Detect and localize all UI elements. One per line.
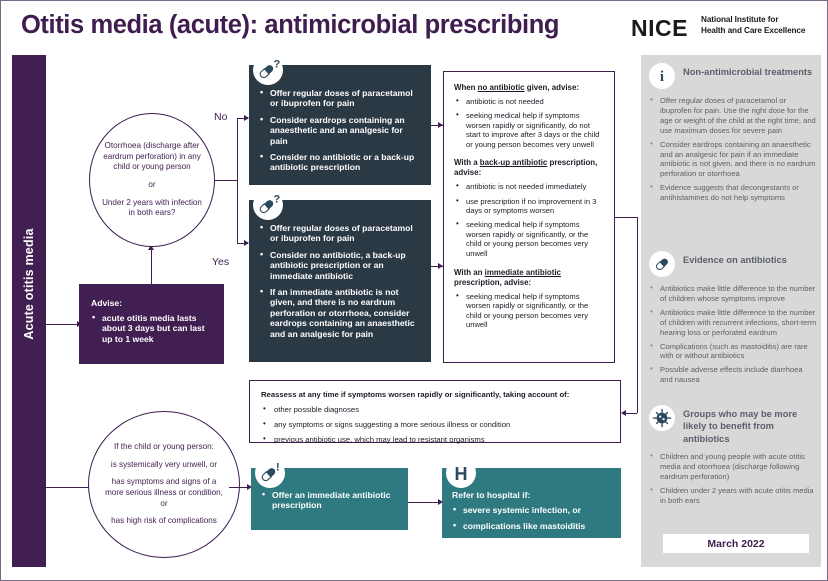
- sidebar-block-title: Non-antimicrobial treatments: [683, 67, 813, 77]
- reassess-box: [249, 380, 621, 443]
- list-item: • antibiotic is not needed: [454, 97, 605, 107]
- decision2-line4: has high risk of complications: [111, 516, 217, 526]
- branch-label-yes: Yes: [212, 256, 230, 268]
- advice-section-heading: [454, 158, 605, 178]
- sidebar-block-header: [649, 251, 817, 277]
- connector-decision1-stem: [215, 180, 237, 181]
- list-item: • If an immediate antibiotic is not given, and there is no eardrum perforation or otorrhoea, consider eardrops containing an anaesthetic and an analgesic for pain: [259, 287, 421, 339]
- no-path-list: [259, 88, 421, 173]
- sidebar-block-list: [649, 284, 817, 385]
- page-header: [1, 1, 827, 53]
- spine-label: Acute otitis media: [22, 228, 36, 340]
- list-item: • severe systemic infection, or: [452, 505, 611, 515]
- pill-icon: [649, 251, 675, 277]
- sidebar-block-header: [649, 405, 817, 445]
- svg-text:!: !: [276, 461, 280, 474]
- nice-sub-line2: Health and Care Excellence: [701, 25, 806, 35]
- list-item: • previous antibiotic use, which may lead to resistant organisms: [261, 435, 610, 445]
- connector-into-reassess: [626, 413, 637, 414]
- advice-section-list: [454, 97, 605, 149]
- yes-path-list: [259, 223, 421, 339]
- advice-heading-post: prescription, advise:: [454, 158, 598, 178]
- list-item: • seeking medical help if symptoms worsen rapidly or significantly, or the child or young person becomes very unwell: [454, 220, 605, 258]
- acute-otitis-media-spine: [12, 55, 46, 567]
- advise-heading: Advise:: [91, 298, 123, 308]
- advice-heading-pre: When: [454, 83, 478, 92]
- list-item: • Complications (such as mastoiditis) are rare with or without antibiotics: [649, 342, 817, 362]
- list-item: • complications like mastoiditis: [452, 521, 611, 531]
- no-path-box: [249, 65, 431, 185]
- sidebar-block-groups: [649, 405, 817, 510]
- svg-text:H: H: [454, 464, 468, 484]
- sidebar-block-evidence: [649, 251, 817, 389]
- page-title: Otitis media (acute): antimicrobial prescribing: [21, 11, 560, 39]
- list-item: • Consider no antibiotic, a back-up antibiotic prescription or an immediate antibiotic: [259, 250, 421, 281]
- list-item: • Consider eardrops containing an anaesthetic and an analgesic for pain: [259, 115, 421, 146]
- sidebar-block-title: Groups who may be more likely to benefit from antibiotics: [683, 409, 798, 444]
- yes-path-box: [249, 200, 431, 362]
- connector-advise-to-decision1: [151, 250, 152, 284]
- advice-section-list: [454, 292, 605, 330]
- decision1-line3: Under 2 years with infection in both ears?: [102, 197, 202, 218]
- advice-heading-pre: With an: [454, 267, 485, 277]
- info-icon: [649, 63, 675, 89]
- svg-text:?: ?: [273, 58, 281, 71]
- arrowhead: [621, 410, 626, 416]
- reassess-list: [261, 405, 610, 445]
- germ-icon: [649, 405, 675, 431]
- list-item: • seeking medical help if symptoms worsen rapidly or significantly, do not start to improve after 3 days or the child or young person becomes very unwell: [454, 111, 605, 149]
- list-item: • other possible diagnoses: [261, 405, 610, 415]
- list-item: • Evidence suggests that decongestants or antihistamines do not help symptoms: [649, 183, 817, 203]
- list-item: • Possible adverse effects include diarrhoea and nausea: [649, 365, 817, 385]
- sidebar-block-title: Evidence on antibiotics: [683, 255, 787, 265]
- connector-decision2-to-immediate: [229, 487, 249, 488]
- connector-decision1-split: [237, 118, 238, 243]
- pill-question-icon: [253, 190, 283, 220]
- sidebar-block-non-antimicrobial: [649, 63, 817, 207]
- list-item: • seeking medical help if symptoms worsen rapidly or significantly, or the child or young person becomes very unwell: [454, 292, 605, 330]
- advice-heading-underline: back-up antibiotic: [479, 158, 548, 168]
- list-item: • Offer an immediate antibiotic prescription: [261, 490, 398, 511]
- connector-immediate-to-hospital: [408, 502, 440, 503]
- connector-spine-to-advise: [46, 324, 78, 325]
- list-item: • Children under 2 years with acute otitis media in both ears: [649, 486, 817, 506]
- sidebar-panel: [641, 55, 821, 567]
- hospital-h-icon: [446, 458, 476, 488]
- list-item: • use prescription if no improvement in 3 days or symptoms worsen: [454, 197, 605, 216]
- svg-text:i: i: [659, 69, 665, 85]
- decision-severity-circle: [88, 411, 240, 558]
- advice-section-list: [454, 182, 605, 258]
- advice-heading-underline: immediate antibiotic: [484, 267, 561, 277]
- publication-date-badge: March 2022: [663, 534, 809, 553]
- decision2-line3: has symptoms and signs of a more serious illness or condition, or: [105, 477, 223, 508]
- list-item: • any symptoms or signs suggesting a more serious illness or condition: [261, 420, 610, 430]
- list-item: • Consider no antibiotic or a back-up antibiotic prescription: [259, 152, 421, 173]
- pill-question-icon: [253, 55, 283, 85]
- nice-logo: NICE: [631, 15, 688, 41]
- decision1-line2: or: [148, 180, 156, 189]
- list-item: • antibiotic is not needed immediately: [454, 182, 605, 192]
- connector-advice-down: [637, 217, 638, 413]
- advise-box: [79, 284, 224, 364]
- list-item: • Children and young people with acute otitis media and otorrhoea (discharge following eardrum perforation): [649, 452, 817, 482]
- advice-details-box: [443, 71, 615, 363]
- sidebar-block-list: [649, 452, 817, 506]
- list-item: • Consider eardrops containing an anaesthetic and an analgesic for pain if an immediate antibiotic is not given, and there is no eardrum perforation or otorrhoea: [649, 140, 817, 180]
- sidebar-block-header: [649, 63, 817, 89]
- decision2-line1: If the child or young person:: [114, 442, 214, 452]
- decision-otorrhoea-circle: [89, 113, 215, 247]
- decision2-line2: is systemically very unwell, or: [110, 459, 218, 469]
- list-item: • Offer regular doses of paracetamol or ibuprofen for pain: [259, 223, 421, 244]
- svg-text:?: ?: [273, 193, 281, 206]
- nice-sub-line1: National Institute for: [701, 15, 779, 24]
- advice-heading-underline: no antibiotic: [477, 83, 525, 92]
- list-item: • Antibiotics make little difference to the number of children with recurrent infections, short-term hearing loss or perforated eardrum: [649, 308, 817, 338]
- list-item: • Antibiotics make little difference to the number of children whose symptoms improve: [649, 284, 817, 304]
- connector-spine-to-decision2: [46, 487, 91, 488]
- hospital-heading: Refer to hospital if:: [452, 490, 531, 500]
- advice-heading-post: given, advise:: [524, 83, 579, 92]
- immediate-antibiotic-list: [261, 490, 398, 511]
- branch-label-no: No: [214, 111, 228, 123]
- nice-logo-subtitle: [701, 15, 805, 36]
- advice-section-heading: [454, 268, 605, 288]
- sidebar-block-list: [649, 96, 817, 203]
- decision1-line1: Otorrhoea (discharge after eardrum perforation) in any child or young person: [103, 141, 201, 172]
- list-item: • Offer regular doses of paracetamol or ibuprofen for pain: [259, 88, 421, 109]
- hospital-list: [452, 505, 611, 532]
- advice-section-heading: [454, 83, 605, 93]
- list-item: • acute otitis media lasts about 3 days but can last up to 1 week: [91, 313, 214, 344]
- list-item: • Offer regular doses of paracetamol or ibuprofen for pain. Use the right dose for the age or weight of the child at the right time, and use maximum doses for severe pain: [649, 96, 817, 136]
- reassess-heading: Reassess at any time if symptoms worsen rapidly or significantly, taking account of:: [261, 390, 570, 399]
- advise-list: [91, 313, 214, 344]
- connector-advice-right: [615, 217, 637, 218]
- advice-heading-pre: With a: [454, 158, 480, 168]
- pill-alert-icon: [255, 458, 285, 488]
- advice-heading-post: prescription, advise:: [454, 277, 532, 287]
